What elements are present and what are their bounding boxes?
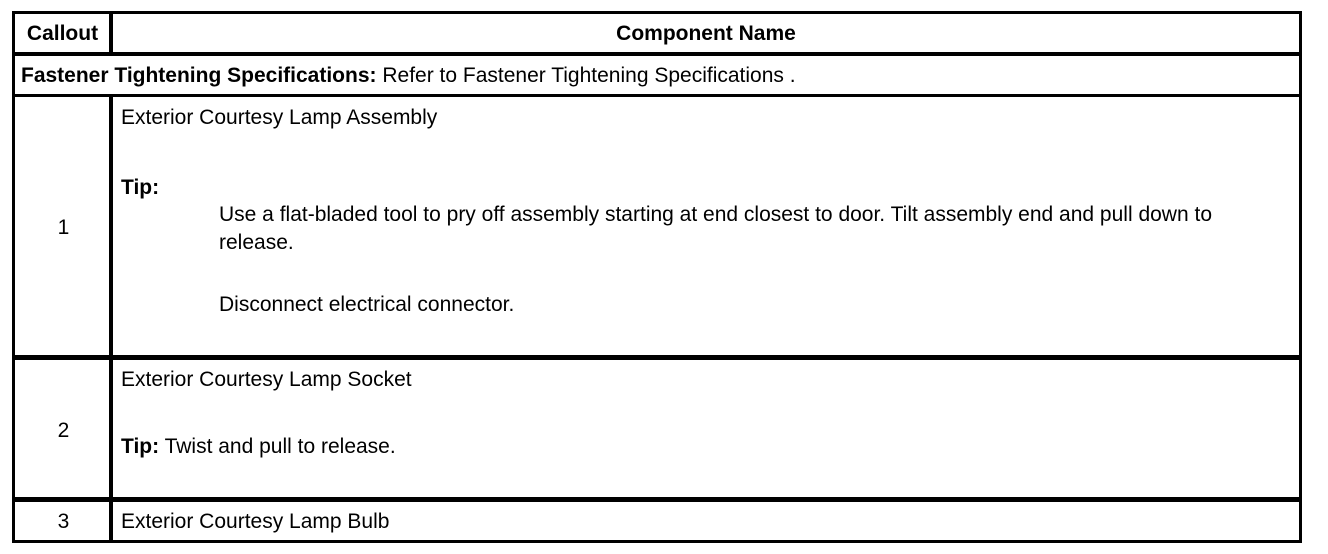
tip-2	[121, 433, 1279, 461]
component-table	[12, 11, 1302, 543]
tip-text-2: Twist and pull to release.	[159, 435, 396, 458]
callout-2: 2	[57, 419, 70, 442]
tip-label-2: Tip:	[121, 435, 160, 458]
spec-text: Refer to Fastener Tightening Specifications .	[376, 64, 796, 87]
callout-3: 3	[57, 510, 70, 533]
row1-divider	[15, 355, 1299, 360]
callout-1: 1	[57, 216, 70, 239]
component-name-2: Exterior Courtesy Lamp Socket	[121, 368, 412, 391]
spec-label: Fastener Tightening Specifications:	[21, 64, 377, 87]
header-divider	[15, 52, 1299, 56]
column-divider-items	[109, 95, 113, 540]
header-callout: Callout	[26, 22, 99, 45]
tip-label-1: Tip:	[121, 176, 160, 199]
spec-divider	[15, 94, 1299, 97]
component-name-3: Exterior Courtesy Lamp Bulb	[121, 510, 390, 533]
header-component-name: Component Name	[616, 22, 796, 45]
component-name-1: Exterior Courtesy Lamp Assembly	[121, 106, 438, 129]
tip-step-1a: Use a flat-bladed tool to pry off assembly starting at end closest to door. Tilt assembly end and pull down to release.	[219, 203, 1212, 254]
spec-row	[21, 62, 1289, 90]
tip-step-1b: Disconnect electrical connector.	[219, 293, 515, 316]
row2-divider	[15, 497, 1299, 502]
